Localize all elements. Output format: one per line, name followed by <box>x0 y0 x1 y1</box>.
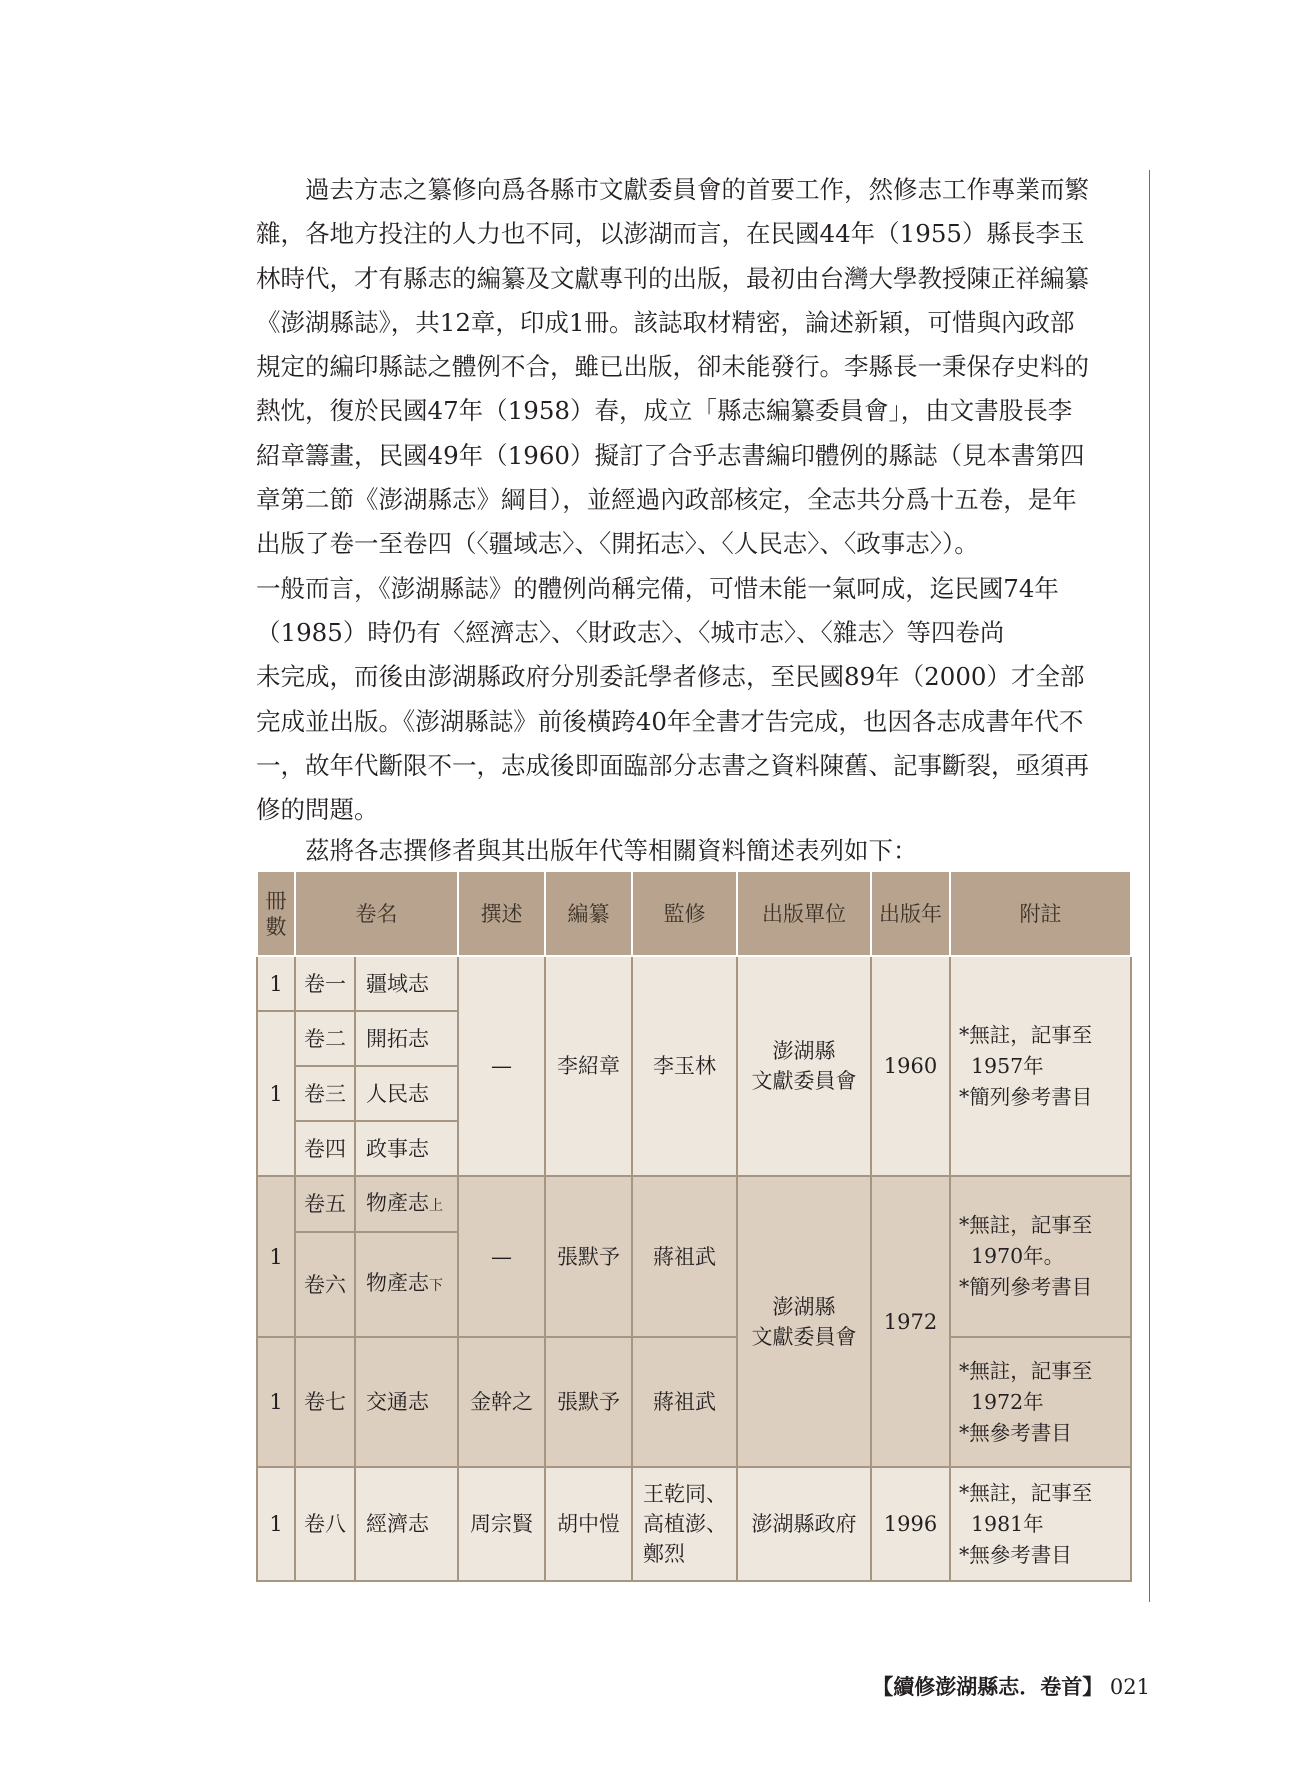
page-number: 021 <box>1109 1675 1150 1699</box>
paragraph-line: 《澎湖縣誌》，共12章，印成1冊。該誌取材精密，論述新穎，可惜與內政部 <box>256 307 1075 337</box>
note-line: *無參考書目 <box>959 1542 1072 1567</box>
volume-name: 交通志 <box>355 1337 458 1467</box>
volume-name: 人民志 <box>355 1066 458 1121</box>
supervisor-cell: 李玉林 <box>632 956 737 1176</box>
year-cell: 1960 <box>871 956 950 1176</box>
note-line: *無註，記事至 <box>959 1022 1093 1047</box>
publisher-line: 文獻委員會 <box>751 1069 857 1093</box>
volume-count: 1 <box>257 1011 295 1176</box>
editor-cell: 李紹章 <box>545 956 632 1176</box>
author-cell: — <box>458 956 545 1176</box>
volume-name: 經濟志 <box>355 1467 458 1581</box>
supervisor-line: 高植澎、 <box>643 1512 727 1536</box>
page-footer <box>872 1671 1150 1701</box>
paragraph-line: 林時代，才有縣志的編纂及文獻專刊的出版，最初由台灣大學教授陳正祥編纂 <box>256 263 1089 293</box>
note-cell <box>950 956 1131 1176</box>
table-intro: 茲將各志撰修者與其出版年代等相關資料簡述表列如下： <box>305 836 918 865</box>
volume-number: 卷一 <box>295 956 355 1011</box>
note-line: 1972年 <box>971 1389 1044 1414</box>
table-row <box>257 1467 1131 1581</box>
supervisor-line: 鄭烈 <box>643 1542 685 1566</box>
publisher-cell <box>737 1176 871 1467</box>
paragraph-line: 一般而言，《澎湖縣誌》的體例尚稱完備，可惜未能一氣呵成，迄民國74年 <box>256 573 1059 603</box>
volume-name: 疆域志 <box>355 956 458 1011</box>
header-editor: 編纂 <box>545 871 632 956</box>
author-cell: — <box>458 1176 545 1337</box>
editor-cell: 胡中愷 <box>545 1467 632 1581</box>
note-line: 1970年。 <box>971 1244 1065 1268</box>
note-line: *簡列參考書目 <box>959 1275 1093 1299</box>
author-cell: 金幹之 <box>458 1337 545 1467</box>
table-row <box>257 1337 1131 1467</box>
note-cell <box>950 1467 1131 1581</box>
volume-part: 下 <box>429 1278 443 1294</box>
supervisor-cell: 蔣祖武 <box>632 1337 737 1467</box>
editor-cell: 張默予 <box>545 1176 632 1337</box>
editor-cell: 張默予 <box>545 1337 632 1467</box>
header-publisher: 出版單位 <box>737 871 871 956</box>
table-row <box>257 1176 1131 1232</box>
paragraph-line: 熱忱，復於民國47年（1958）春，成立「縣志編纂委員會」，由文書股長李 <box>256 396 1073 426</box>
volume-name: 政事志 <box>355 1121 458 1176</box>
header-year: 出版年 <box>871 871 950 956</box>
publisher-cell: 澎湖縣政府 <box>737 1467 871 1581</box>
volume-number: 卷二 <box>295 1011 355 1066</box>
volume-number: 卷七 <box>295 1337 355 1467</box>
paragraph-line: 雜，各地方投注的人力也不同，以澎湖而言，在民國44年（1955）縣長李玉 <box>256 219 1085 249</box>
volume-count: 1 <box>257 1176 295 1337</box>
publisher-cell <box>737 956 871 1176</box>
paragraph-line: 修的問題。 <box>256 795 379 825</box>
note-line: *無註，記事至 <box>959 1358 1093 1383</box>
volume-name <box>355 1232 458 1337</box>
note-line: *無註，記事至 <box>959 1213 1093 1237</box>
note-line: 1957年 <box>971 1053 1044 1078</box>
note-line: 1981年 <box>971 1511 1044 1536</box>
note-cell <box>950 1176 1131 1337</box>
header-author: 撰述 <box>458 871 545 956</box>
volume-name-text: 物產志 <box>366 1190 429 1215</box>
note-line: *簡列參考書目 <box>959 1084 1093 1109</box>
volume-name-text: 物產志 <box>366 1271 429 1295</box>
paragraph-line: 出版了卷一至卷四（〈疆域志〉、〈開拓志〉、〈人民志〉、〈政事志〉）。 <box>256 529 979 559</box>
paragraph-line: 紹章籌畫，民國49年（1960）擬訂了合乎志書編印體例的縣誌（見本書第四 <box>256 440 1085 470</box>
volume-name <box>355 1176 458 1232</box>
volume-number: 卷六 <box>295 1232 355 1337</box>
paragraph-line: 完成並出版。《澎湖縣誌》前後橫跨40年全書才告完成，也因各志成書年代不 <box>256 706 1084 736</box>
supervisor-cell: 蔣祖武 <box>632 1176 737 1337</box>
paragraph-line: 規定的編印縣誌之體例不合，雖已出版，卻未能發行。李縣長一秉保存史料的 <box>256 352 1089 382</box>
author-cell: 周宗賢 <box>458 1467 545 1581</box>
paragraph-line: 未完成，而後由澎湖縣政府分別委託學者修志，至民國89年（2000）才全部 <box>256 662 1085 692</box>
volume-number: 卷三 <box>295 1066 355 1121</box>
paragraph-line: 過去方志之纂修向爲各縣市文獻委員會的首要工作，然修志工作專業而繁 <box>305 175 1089 204</box>
paragraph-line: 章第二節《澎湖縣志》綱目），並經過內政部核定，全志共分爲十五卷，是年 <box>256 485 1077 515</box>
supervisor-line: 王乾同、 <box>643 1482 727 1506</box>
volume-count: 1 <box>257 956 295 1011</box>
volume-count: 1 <box>257 1467 295 1581</box>
margin-rule <box>1149 170 1150 1602</box>
body-paragraph <box>256 168 1136 832</box>
note-cell <box>950 1337 1131 1467</box>
paragraph-line: 一，故年代斷限不一，志成後即面臨部分志書之資料陳舊、記事斷裂，亟須再 <box>256 750 1089 780</box>
volume-table <box>256 870 1132 1582</box>
table-row <box>257 956 1131 1011</box>
volume-number: 卷四 <box>295 1121 355 1176</box>
volume-number: 卷八 <box>295 1467 355 1581</box>
table-header-row <box>257 871 1131 956</box>
header-volumes: 冊數 <box>257 871 295 956</box>
paragraph-line: （1985）時仍有〈經濟志〉、〈財政志〉、〈城市志〉、〈雜志〉等四卷尚 <box>256 617 1005 647</box>
note-line: *無註，記事至 <box>959 1480 1093 1505</box>
volume-number: 卷五 <box>295 1176 355 1232</box>
header-title: 卷名 <box>295 871 458 956</box>
publisher-line: 澎湖縣 <box>772 1294 836 1319</box>
header-notes: 附註 <box>950 871 1131 956</box>
publisher-line: 文獻委員會 <box>751 1324 857 1349</box>
year-cell: 1996 <box>871 1467 950 1581</box>
book-title: 【續修澎湖縣志．卷首】 <box>872 1674 1104 1699</box>
year-cell: 1972 <box>871 1176 950 1467</box>
note-line: *無參考書目 <box>959 1420 1072 1445</box>
volume-part: 上 <box>429 1197 443 1214</box>
volume-name: 開拓志 <box>355 1011 458 1066</box>
supervisor-cell <box>632 1467 737 1581</box>
volume-count: 1 <box>257 1337 295 1467</box>
header-supervisor: 監修 <box>632 871 737 956</box>
publisher-line: 澎湖縣 <box>772 1039 836 1063</box>
